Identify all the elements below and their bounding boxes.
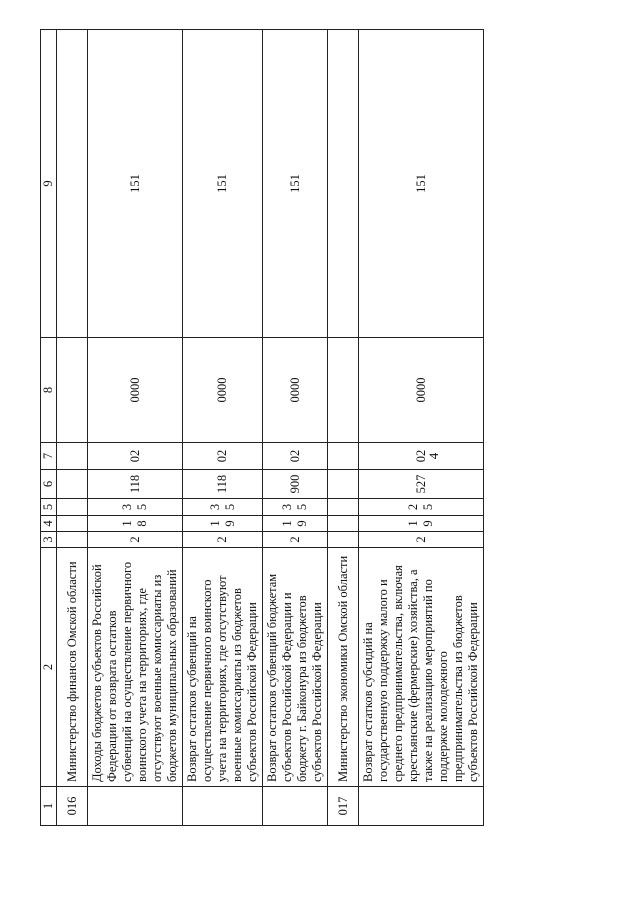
col6-cell: 527 xyxy=(359,470,484,499)
col5-cell: 35 xyxy=(183,499,263,516)
col9-cell: 151 xyxy=(183,30,263,338)
code-cell xyxy=(183,787,263,826)
header-cell-7: 7 xyxy=(41,443,57,470)
header-cell-3: 3 xyxy=(41,532,57,548)
col8-cell: 0000 xyxy=(263,338,328,443)
header-cell-6: 6 xyxy=(41,470,57,499)
empty-cell xyxy=(57,30,88,338)
description-cell: Возврат остатков субсидий на государственную поддержку малого и среднего предпринимательства, включая крестьянские (фермерские) хозяйства, а также на реализацию мероприятий по поддержке молодежного предпринимательства из бюджетов субъектов Российской Федерации xyxy=(359,548,484,787)
code-cell xyxy=(263,787,328,826)
col7-cell: 02 xyxy=(263,443,328,470)
empty-cell xyxy=(328,30,359,338)
description-cell: Возврат остатков субвенций бюджетам субъектов Российской Федерации и бюджету г. Байконура из бюджетов субъектов Российской Федерации xyxy=(263,548,328,787)
col4-cell: 19 xyxy=(263,516,328,532)
table-row xyxy=(88,30,183,826)
org-name: Министерство экономики Омской области xyxy=(328,548,359,787)
col8-cell: 0000 xyxy=(359,338,484,443)
header-cell-9: 9 xyxy=(41,30,57,338)
col6-cell: 118 xyxy=(88,470,183,499)
table-row xyxy=(183,30,263,826)
budget-codes-table xyxy=(40,29,484,826)
code-cell xyxy=(359,787,484,826)
col3-cell: 2 xyxy=(359,532,484,548)
col6-cell: 900 xyxy=(263,470,328,499)
empty-cell xyxy=(328,443,359,470)
header-cell-2: 2 xyxy=(41,548,57,787)
col3-cell: 2 xyxy=(183,532,263,548)
page-number: 4 xyxy=(426,452,441,460)
col9-cell: 151 xyxy=(359,30,484,338)
empty-cell xyxy=(57,516,88,532)
empty-cell xyxy=(328,516,359,532)
header-cell-8: 8 xyxy=(41,338,57,443)
col7-cell: 02 xyxy=(359,443,484,470)
col4-cell: 18 xyxy=(88,516,183,532)
rotated-page-content xyxy=(40,30,480,826)
header-cell-1: 1 xyxy=(41,787,57,826)
col4-cell: 19 xyxy=(359,516,484,532)
col9-cell: 151 xyxy=(88,30,183,338)
empty-cell xyxy=(328,470,359,499)
header-cell-5: 5 xyxy=(41,499,57,516)
col3-cell: 2 xyxy=(263,532,328,548)
table-row xyxy=(359,30,484,826)
col4-cell: 19 xyxy=(183,516,263,532)
empty-cell xyxy=(328,532,359,548)
col5-cell: 35 xyxy=(88,499,183,516)
col5-cell: 25 xyxy=(359,499,484,516)
empty-cell xyxy=(57,499,88,516)
col6-cell: 118 xyxy=(183,470,263,499)
org-code: 017 xyxy=(328,787,359,826)
col3-cell: 2 xyxy=(88,532,183,548)
code-cell xyxy=(88,787,183,826)
table-row-org-017 xyxy=(328,30,359,826)
empty-cell xyxy=(328,499,359,516)
table-row xyxy=(263,30,328,826)
empty-cell xyxy=(57,532,88,548)
description-cell: Возврат остатков субвенций на осуществление первичного воинского учета на территориях, где отсутствуют военные комиссариаты из бюджетов субъектов Российской Федерации xyxy=(183,548,263,787)
org-name: Министерство финансов Омской области xyxy=(57,548,88,787)
col7-cell: 02 xyxy=(183,443,263,470)
budget-codes-table-wrapper xyxy=(40,30,480,826)
col7-cell: 02 xyxy=(88,443,183,470)
org-code: 016 xyxy=(57,787,88,826)
col8-cell: 0000 xyxy=(183,338,263,443)
col5-cell: 35 xyxy=(263,499,328,516)
table-row-org-016 xyxy=(57,30,88,826)
empty-cell xyxy=(57,338,88,443)
col9-cell: 151 xyxy=(263,30,328,338)
header-row xyxy=(41,30,57,826)
header-cell-4: 4 xyxy=(41,516,57,532)
col8-cell: 0000 xyxy=(88,338,183,443)
description-cell: Доходы бюджетов субъектов Российской Федерации от возврата остатков субвенций на осуществление первичного воинского учета на территориях, где отсутствуют военные комиссариаты из бюджетов муниципальных образований xyxy=(88,548,183,787)
empty-cell xyxy=(57,470,88,499)
empty-cell xyxy=(328,338,359,443)
empty-cell xyxy=(57,443,88,470)
